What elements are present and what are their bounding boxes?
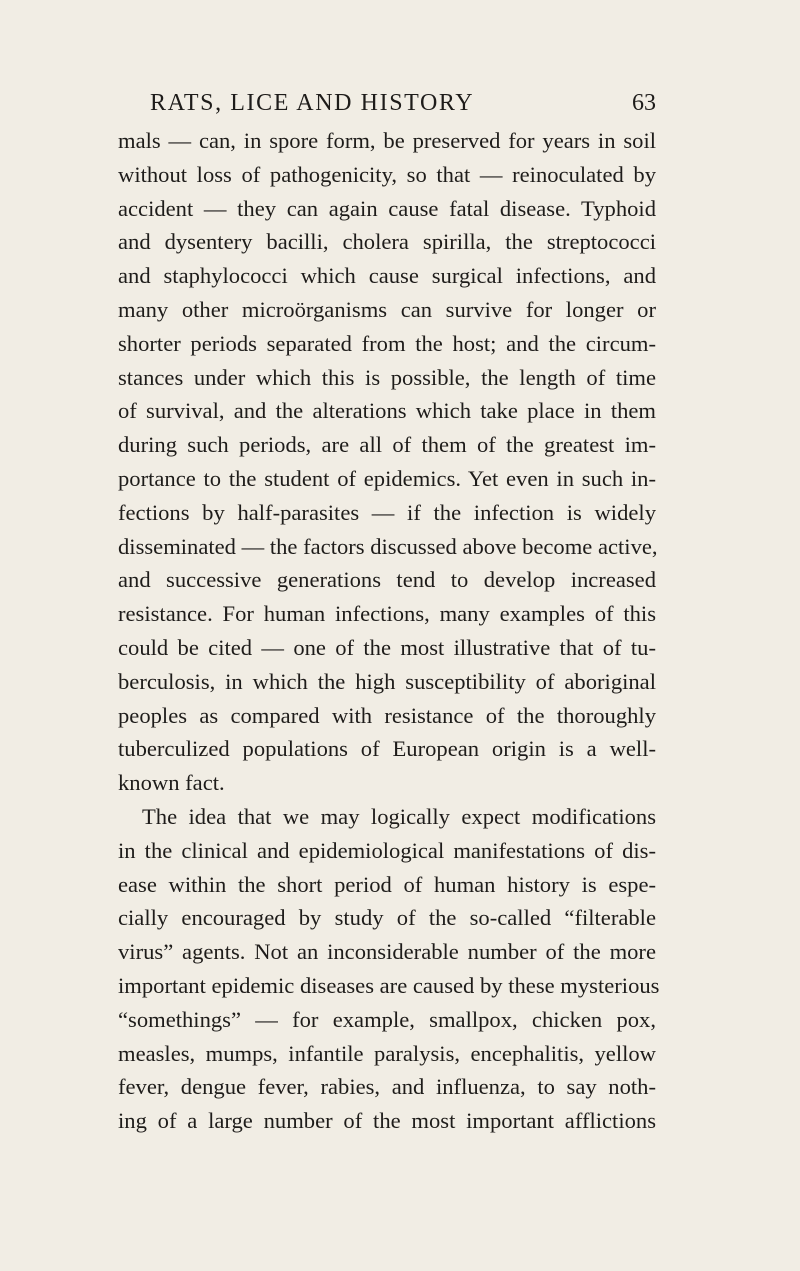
text-line: and dysentery bacilli, cholera spirilla, the streptococci (118, 229, 656, 255)
text-line: measles, mumps, infantile paralysis, encephalitis, yellow (118, 1040, 656, 1066)
running-head (118, 86, 656, 120)
paragraph-2 (118, 800, 660, 1138)
text-line: virus” agents. Not an inconsiderable number of the more (118, 939, 656, 965)
text-line: in the clinical and epidemiological manifestations of dis- (118, 837, 656, 863)
text-line: resistance. For human infections, many examples of this (118, 601, 656, 627)
text-line: without loss of pathogenicity, so that — reinoculated by (118, 161, 656, 187)
text-line: cially encouraged by study of the so-called “filterable (118, 905, 656, 931)
paragraph-1 (118, 124, 656, 800)
text-line: shorter periods separated from the host; and the circum- (118, 330, 656, 356)
text-line: accident — they can again cause fatal disease. Typhoid (118, 195, 656, 221)
text-line: many other microörganisms can survive for longer or (118, 296, 656, 322)
text-line: fections by half-parasites — if the infection is widely (118, 499, 656, 525)
text-line: during such periods, are all of them of the greatest im- (118, 432, 656, 458)
text-line: tuberculized populations of European origin is a well- (118, 736, 656, 762)
text-line: ease within the short period of human history is espe- (118, 871, 656, 897)
text-line: of survival, and the alterations which take place in them (118, 398, 656, 424)
text-line: could be cited — one of the most illustrative that of tu- (118, 634, 656, 660)
text-line: stances under which this is possible, the length of time (118, 364, 656, 390)
text-line: “somethings” — for example, smallpox, chicken pox, (118, 1006, 656, 1032)
text-line: berculosis, in which the high susceptibility of aboriginal (118, 668, 656, 694)
text-line: fever, dengue fever, rabies, and influenza, to say noth- (118, 1074, 656, 1100)
text-line: and successive generations tend to develop increased (118, 567, 656, 593)
text-line: known fact. (118, 770, 225, 796)
running-title: RATS, LICE AND HISTORY (150, 90, 475, 116)
text-line: The idea that we may logically expect modifications (142, 803, 656, 829)
text-line: ing of a large number of the most important afflictions (118, 1108, 656, 1134)
text-line: disseminated — the factors discussed above become active, (118, 533, 658, 559)
text-line: portance to the student of epidemics. Yet even in such in- (118, 465, 656, 491)
page-number: 63 (632, 90, 656, 116)
body-text (118, 124, 660, 1138)
text-line: important epidemic diseases are caused by these mysterious (118, 972, 660, 998)
text-line: mals — can, in spore form, be preserved for years in soil (118, 128, 656, 153)
book-page (118, 0, 660, 1271)
text-line: peoples as compared with resistance of the thoroughly (118, 702, 656, 728)
text-line: and staphylococci which cause surgical infections, and (118, 263, 656, 289)
